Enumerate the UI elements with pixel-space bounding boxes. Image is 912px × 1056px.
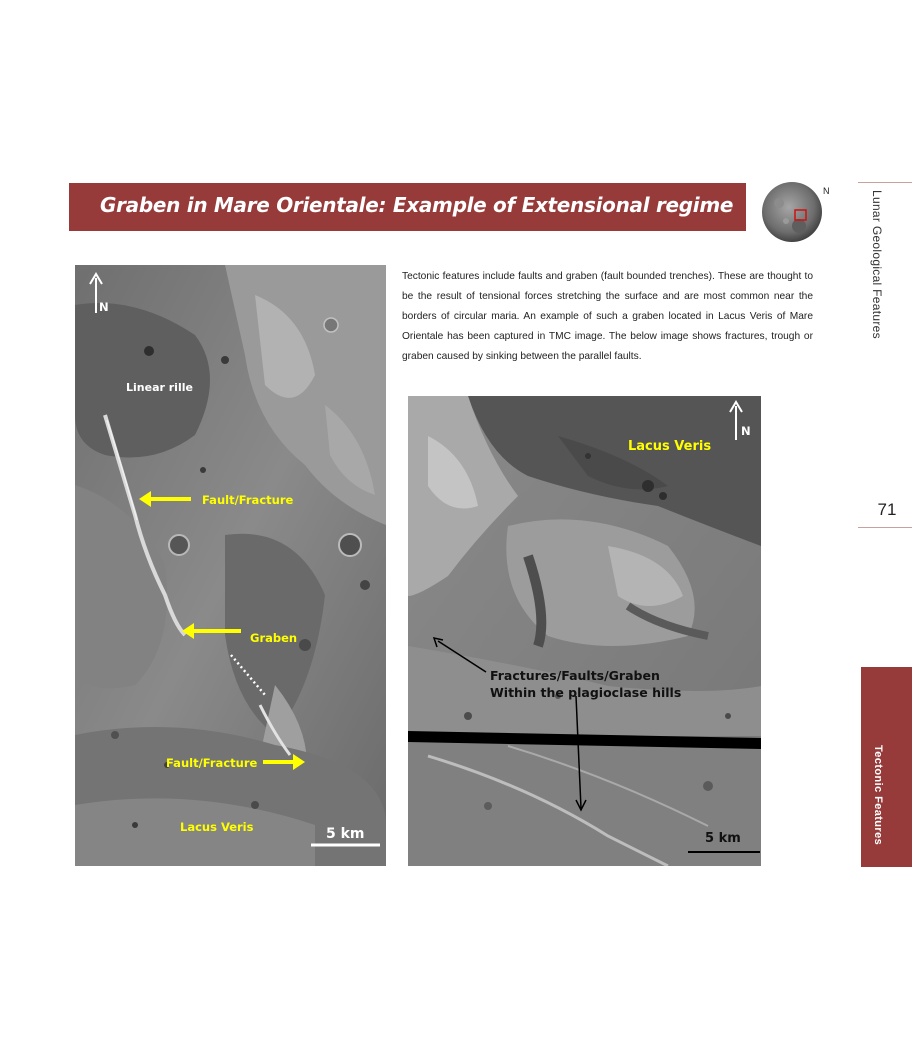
right-tmc-image — [408, 396, 761, 866]
rail-divider-top — [858, 182, 912, 183]
fault-fracture-top-label: Fault/Fracture — [202, 493, 294, 507]
fractures-label-line1: Fractures/Faults/Graben — [490, 668, 660, 683]
page-title: Graben in Mare Orientale: Example of Extensional regime — [100, 193, 734, 217]
fractures-label-line2: Within the plagioclase hills — [490, 685, 682, 700]
right-scale-bar-label: 5 km — [705, 831, 741, 846]
graben-label: Graben — [250, 631, 298, 645]
section-tab-label: Tectonic Features — [872, 745, 884, 846]
left-north-label: N — [99, 300, 109, 314]
chapter-label: Lunar Geological Features — [870, 190, 884, 339]
fault-fracture-bottom-label: Fault/Fracture — [166, 756, 258, 770]
rail-divider-page — [858, 527, 912, 528]
right-lacus-veris-label: Lacus Veris — [628, 439, 712, 454]
page-number: 71 — [877, 500, 897, 519]
moon-locator-image — [759, 181, 827, 245]
body-paragraph: Tectonic features include faults and graben (fault bounded trenches). These are thought to be the result of tensional forces stretching the surface and are most common near the borders of circular maria. An example of such a graben located in Lacus Veris of Mare Orientale has been captured in TMC image. The below image shows fractures, trough or graben caused by sinking between the parallel faults. — [402, 271, 813, 362]
left-tmc-image — [75, 265, 386, 866]
right-north-label: N — [741, 424, 751, 438]
locator-north-label: N — [823, 186, 830, 196]
left-scale-bar-label: 5 km — [326, 826, 365, 842]
linear-rille-label: Linear rille — [126, 381, 193, 394]
left-lacus-veris-label: Lacus Veris — [180, 820, 254, 834]
